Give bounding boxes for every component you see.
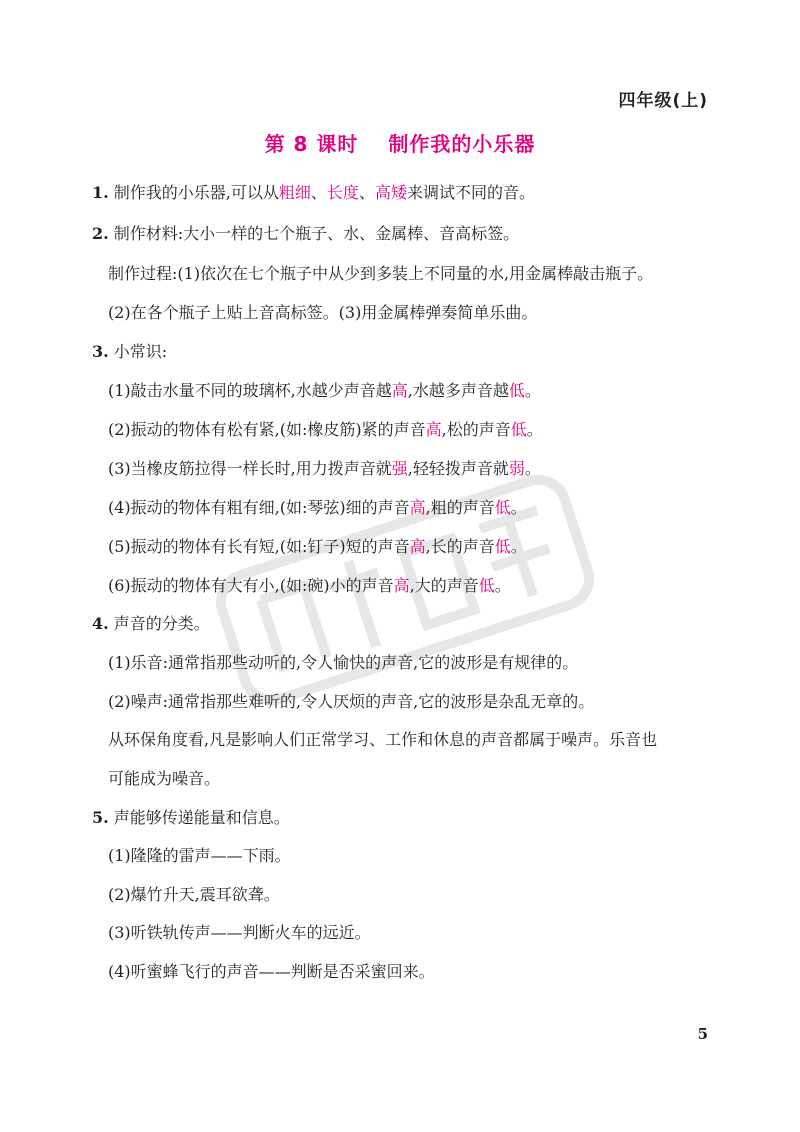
answer-text: 高 [409, 498, 426, 517]
answer-text: 长度 [326, 183, 359, 202]
item-3-3: (3)当橡皮筋拉得一样长时,用力拨声音就强,轻轻拨声音就弱。 [108, 459, 541, 478]
item-4: 4. 声音的分类。 [92, 614, 210, 633]
answer-text: 粗细 [278, 183, 311, 202]
answer-text: 高 [391, 381, 408, 400]
lesson-title [0, 128, 800, 157]
item-5-4: (4)听蜜蜂飞行的声音——判断是否采蜜回来。 [108, 962, 435, 981]
item-2: 2. 制作材料:大小一样的七个瓶子、水、金属棒、音高标签。 [92, 224, 520, 243]
item-2-process-cont: (2)在各个瓶子上贴上音高标签。(3)用金属棒弹奏简单乐曲。 [108, 303, 538, 322]
lesson-number: 第 8 课时 [264, 132, 359, 156]
lesson-name: 制作我的小乐器 [388, 132, 536, 156]
item-2-process: 制作过程:(1)依次在七个瓶子中从少到多装上不同量的水,用金属棒敲击瓶子。 [108, 264, 654, 283]
item-3-4: (4)振动的物体有粗有细,(如:琴弦)细的声音高,粗的声音低。 [108, 498, 527, 517]
item-3: 3. 小常识: [92, 342, 168, 361]
item-3-2: (2)振动的物体有松有紧,(如:橡皮筋)紧的声音高,松的声音低。 [108, 420, 543, 439]
item-4-1: (1)乐音:通常指那些动听的,令人愉快的声音,它的波形是有规律的。 [108, 653, 579, 672]
answer-text: 高 [409, 537, 426, 556]
item-5-1: (1)隆隆的雷声——下雨。 [108, 846, 291, 865]
item-3-6: (6)振动的物体有大有小,(如:碗)小的声音高,大的声音低。 [108, 576, 511, 595]
answer-text: 高 [393, 576, 410, 595]
answer-text: 低 [508, 381, 525, 400]
answer-text: 高矮 [374, 183, 407, 202]
answer-text: 低 [494, 498, 511, 517]
page-number: 5 [697, 1025, 708, 1043]
item-4-2: (2)噪声:通常指那些难听的,令人厌烦的声音,它的波形是杂乱无章的。 [108, 692, 595, 711]
item-3-5: (5)振动的物体有长有短,(如:钉子)短的声音高,长的声音低。 [108, 537, 527, 556]
item-5-3: (3)听铁轨传声——判断火车的远近。 [108, 923, 371, 942]
grade-label: 四年级(上) [618, 91, 708, 111]
answer-text: 低 [494, 537, 511, 556]
answer-text: 强 [391, 459, 408, 478]
item-5-2: (2)爆竹升天,震耳欲聋。 [108, 885, 280, 904]
item-5: 5. 声能够传递能量和信息。 [92, 808, 290, 827]
item-1: 1. 制作我的小乐器,可以从粗细、长度、高矮来调试不同的音。 [92, 183, 535, 202]
answer-text: 低 [478, 576, 495, 595]
item-4-note-cont: 可能成为噪音。 [108, 769, 221, 788]
item-3-1: (1)敲击水量不同的玻璃杯,水越少声音越高,水越多声音越低。 [108, 381, 541, 400]
answer-text: 高 [425, 420, 442, 439]
item-4-note: 从环保角度看,凡是影响人们正常学习、工作和休息的声音都属于噪声。乐音也 [108, 730, 658, 749]
answer-text: 弱 [508, 459, 525, 478]
answer-text: 低 [510, 420, 527, 439]
